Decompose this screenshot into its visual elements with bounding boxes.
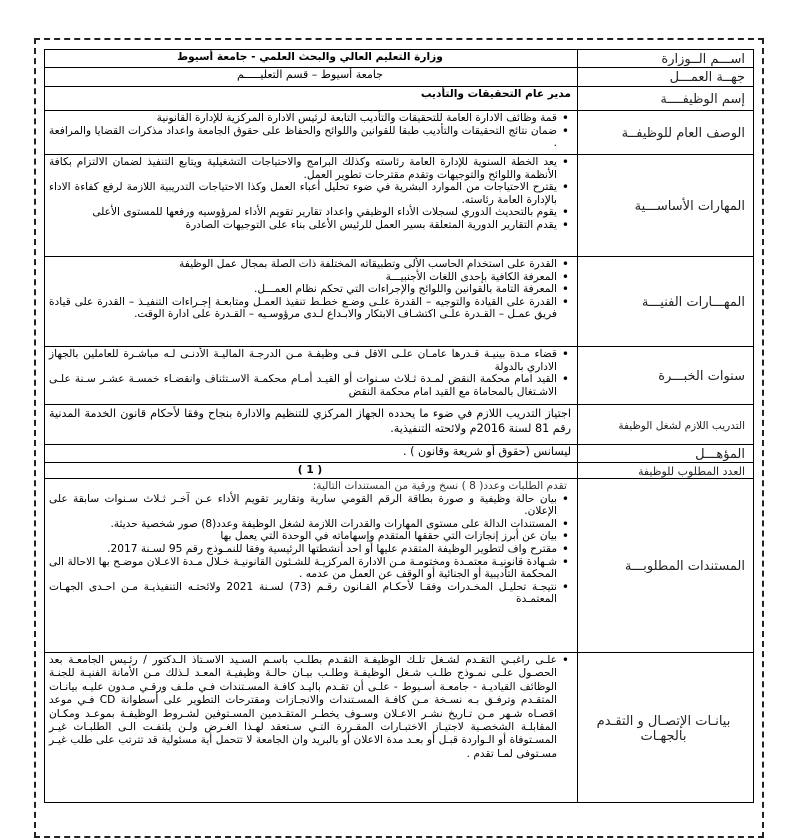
list-item: • القدرة على استخدام الحاسب الألى وتطبيقاته المختلفة ذات الصلة بمجال عمل الوظيفة bbox=[49, 258, 557, 271]
value-count: ( 1 ) bbox=[45, 463, 578, 479]
row-job-title bbox=[45, 87, 754, 111]
row-documents bbox=[45, 479, 754, 653]
list-item: • المعرفة الكافية بإحدى اللغات الأجنبيـــة bbox=[49, 271, 557, 284]
list-item: • المعرفة التامة بالقوانين واللوائح والإجراءات التي تحكم نظام العمـــل. bbox=[49, 283, 557, 296]
row-basic-skills bbox=[45, 155, 754, 257]
list-item: • نتيجـة تحليـل المخـدرات وفقـا لأحكـام القـانون رقـم (73) لسـنة 2021 ولائحتـه التنفيذيـة مـن احـدى الجهـات المعتمـدة bbox=[49, 581, 557, 606]
list-item: • القدرة على القيادة والتوجيه – القدرة علـى وضـع خطـط تنفيذ العمـل ومتابعـة إجـراءات التنفيـذ – القدرة على قيادة فريق عمـل – القـدرة علـى اكتشـاف الابتكار والابـداع لـدى مرؤوسـيه – القـدرة على ادارة الوقت. bbox=[49, 296, 557, 321]
list-item: • المستندات الدالة على مستوى المهارات والقدرات اللازمة لشغل الوظيفة وعدد(8) صور شخصية حديثة. bbox=[49, 518, 557, 531]
row-employer bbox=[45, 68, 754, 87]
experience-list bbox=[49, 348, 571, 398]
value-contact bbox=[45, 653, 578, 803]
documents-list bbox=[49, 493, 571, 606]
value-general-description bbox=[45, 111, 578, 155]
list-item: • يعد الخطة السنوية للإدارة العامة رئاسته وكذلك البرامج والاحتياجات التشغيلية ويتابع التنفيذ لضمان الالتزام بكافة الأنظمة واللوائح والتوجيهات وتقدم مقترحات تطوير العمل. bbox=[49, 156, 557, 181]
value-basic-skills bbox=[45, 155, 578, 257]
label-experience: سنوات الخبـــرة bbox=[578, 347, 754, 405]
label-documents: المستندات المطلوبـــة bbox=[578, 479, 754, 653]
label-job-title: إسم الوظيفــــة bbox=[578, 87, 754, 111]
list-item: • القيد امام محكمة النقض لمـدة ثـلاث سـنوات أو القيـد أمـام محكمـة الاسـتئناف وانقضـاء خمسـة عشـر سـنة علـى الاشـتغال بالمحاماة مع القيد امام محكمة النقض bbox=[49, 373, 557, 398]
row-technical-skills bbox=[45, 257, 754, 347]
row-ministry bbox=[45, 50, 754, 68]
label-employer: جهــة العمـــل bbox=[578, 68, 754, 87]
row-contact bbox=[45, 653, 754, 803]
value-training: اجتياز التدريب اللازم في ضوء ما يحدده الجهاز المركزي للتنظيم والادارة بنجاح وفقا لأحكام قانون الخدمة المدنية رقم 81 لسنة 2016م ولائحته التنفيذية. bbox=[45, 405, 578, 445]
list-item: • بيان حالة وظيفية و صورة بطاقة الرقم القومي سارية وتقارير تقويم الأداء عـن آخـر ثـلاث سـنوات سابقة على الإعلان. bbox=[49, 493, 557, 518]
row-qualification bbox=[45, 445, 754, 463]
list-item: • بيان عن أبرز إنجازات التي حققها المتقدم وإسهاماته في الوحدة التي يعمل بها bbox=[49, 530, 557, 543]
list-item: • قضاء مـدة بينيـة قـدرها عامـان علـى الاقل فـى وظيفـة مـن الدرجـة الماليـة الأدنـى لـه مباشـرة للعاملين بالجهاز الاداري بالدولة bbox=[49, 348, 557, 373]
row-general-description bbox=[45, 111, 754, 155]
value-ministry: وزارة التعليم العالي والبحث العلمي - جامعة أسيوط bbox=[45, 50, 578, 68]
contact-list bbox=[49, 654, 571, 761]
row-count bbox=[45, 463, 754, 479]
label-qualification: المؤهـــل bbox=[578, 445, 754, 463]
general-description-list bbox=[49, 112, 571, 150]
value-documents bbox=[45, 479, 578, 653]
label-ministry: اســـم الــوزارة bbox=[578, 50, 754, 68]
value-technical-skills bbox=[45, 257, 578, 347]
list-item: • علـى راغبـي التقـدم لشـغل تلـك الوظيفـة التقـدم بطلـب باسـم السـيد الاسـتاذ الـدكتور / رئـيس الجامعـة بعد الحصـول علـى نمـوذج طلـب شـغل الوظيفـة وطلـب بيـان حالـة وظيفيـة المعـد لـذلك مـن الأمانة الفنيـة للجنـة الوظائف القياديـة - جامعـة أسـيوط - علـى أن تقـدم باليـد كافـة المسـتندات فـي ملـف ورقـي مـدون عليـه بيانـات المتقـدم وترفـق بـه نسـخة مـن كافـة المسـتندات والانجـازات ومقترحات التطوير على أسطوانة CD فـي موعد اقصـاه شـهر مـن تـاريخ نشـر الاعـلان وسـوف يخطـر المتقـدمين المسـتوفين لشـروط الوظيفـة بموعـد ومكـان المقابلـة الشخصـية لاجتيـاز الاختبـارات المقـررة التـي سـتعقد لهـذا الغـرض ولـن يلتفـت الـى الطلبـات غيـر المسـتوفاة أو الـواردة قبـل أو بعـد مدة الاعلان أو بالبريد وان الجامعة لا تتحمل أية مسئولية قد تترتب على طلب غيـر مسـتوفى لمـا تقدم . bbox=[49, 654, 557, 761]
list-item: • قمة وظائف الادارة العامة للتحقيقات والتأديب التابعة لرئيس الادارة المركزية للإدارة القانونية bbox=[49, 112, 557, 125]
label-technical-skills: المهـــارات الفنيـــة bbox=[578, 257, 754, 347]
label-general-description: الوصف العام للوظيفــة bbox=[578, 111, 754, 155]
value-experience bbox=[45, 347, 578, 405]
label-training: التدريب اللازم لشغل الوظيفة bbox=[578, 405, 754, 445]
row-training bbox=[45, 405, 754, 445]
list-item: • مقترح واف لتطوير الوظيفة المتقدم عليها أو احد أنشطتها الرئيسية وفقا للنمـوذج رقم 95 لسـنة 2017. bbox=[49, 543, 557, 556]
label-count: العدد المطلوب للوظيفة bbox=[578, 463, 754, 479]
value-job-title: مدير عام التحقيقات والتأديب bbox=[45, 87, 578, 111]
value-qualification: ليسانس (حقوق أو شريعة وقانون ) . bbox=[45, 445, 578, 463]
list-item: • يقوم بالتحديث الدوري لسجلات الأداء الوظيفي واعداد تقارير تقويم الأداء لمرؤوسيه ورفعها للمستوى الأعلى bbox=[49, 206, 557, 219]
list-item: • شـهادة قانونيـة معتمـدة ومختومـة مـن الادارة المركزيـة للشـئون القانونيـة خـلال مـدة الاعـلان موضـح بها الاحالة الى المحكمة التأديبية أو الجنائية أو الوقف عن العمل من عدمه . bbox=[49, 556, 557, 581]
row-experience bbox=[45, 347, 754, 405]
basic-skills-list bbox=[49, 156, 571, 232]
label-basic-skills: المهارات الأساســـية bbox=[578, 155, 754, 257]
documents-intro: تقدم الطلبات وعدد( 8 ) نسخ ورقية من المستندات التالية: bbox=[312, 480, 567, 492]
list-item: • يقدم التقارير الدورية المتعلقة بسير العمل للرئيس الأعلى بناء على التوجيهات الصادرة bbox=[49, 219, 557, 232]
value-employer: جامعة أسيوط – قسم التعليـــــم bbox=[45, 68, 578, 87]
label-contact: بيانـات الإتصـال و التقـدم بالجهـات bbox=[578, 653, 754, 803]
list-item: • ضمان نتائج التحقيقات والتأديب طبقا للقوانين واللوائح والحفاظ على حقوق الجامعة واعداد مذكرات القضايا والمرافعة . bbox=[49, 125, 557, 150]
technical-skills-list bbox=[49, 258, 571, 321]
list-item: • يقترح الاحتياجات من الموارد البشرية في ضوء تحليل أعباء العمل وكذا الاحتياجات التدريبية اللازمة لرفع كفاءة الاداء بالإدارة العامة رئاسته. bbox=[49, 181, 557, 206]
job-description-table bbox=[44, 49, 754, 803]
